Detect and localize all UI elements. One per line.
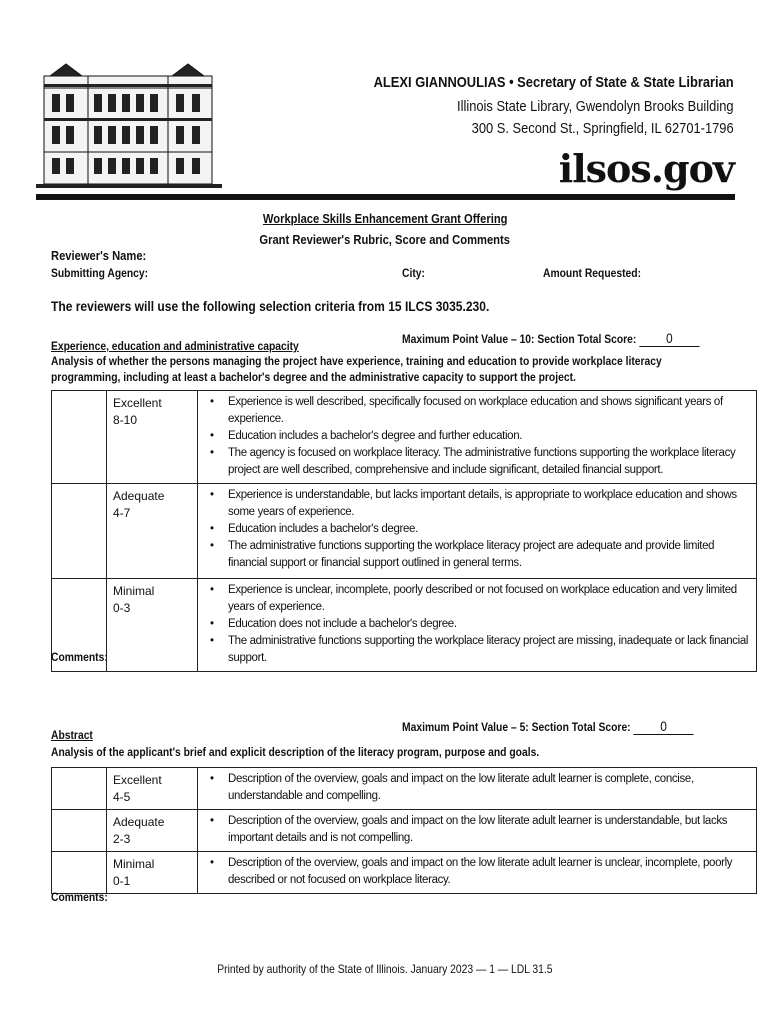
criteria-cell [198,768,757,810]
amount-requested-label: Amount Requested: [543,266,642,280]
form-subtitle: Grant Reviewer's Rubric, Score and Comments [259,232,511,247]
rubric-table-experience [51,390,757,672]
criterion-item: • Experience is understandable, but lacks important details, is appropriate to workplace education and shows some years of experience. [208,487,752,521]
city-label: City: [402,266,425,280]
rating-cell: Excellent 8-10 [107,391,198,484]
section-description-abstract: Analysis of the applicant's brief and explicit description of the literacy program, purpose and goals. [51,745,540,759]
header-rule [36,194,735,200]
rubric-row [52,484,757,579]
section-score-abstract: Maximum Point Value – 5: Section Total Score: 0 [402,718,741,735]
rubric-row [52,579,757,672]
rubric-table-abstract [51,767,757,894]
section-score-experience: Maximum Point Value – 10: Section Total Score: 0 [402,330,748,347]
criteria-cell [198,579,757,672]
criteria-intro: The reviewers will use the following selection criteria from 15 ILCS 3035.230. [51,298,490,314]
rating-cell: Minimal 0-1 [107,852,198,894]
rating-cell: Adequate 4-7 [107,484,198,579]
rubric-row [52,391,757,484]
reviewer-name-label: Reviewer's Name: [51,248,147,263]
criterion-item: • Experience is unclear, incomplete, poorly described or not focused on workplace education and very limited years of experience. [208,582,752,616]
site-logo: ilsos.gov [558,146,734,191]
section-description-experience: Analysis of whether the persons managing the project have experience, training and education to provide workplace literacy programming, including at least a bachelor's degree and the administrative capacity to support the project. [51,354,662,384]
criterion-item: • Description of the overview, goals and impact on the low literate adult learner is unclear, incomplete, poorly described or not focused on workplace literacy. [208,855,752,889]
criterion-item: • Experience is well described, specifically focused on workplace education and shows significant years of experience. [208,394,752,428]
rating-cell: Minimal 0-3 [107,579,198,672]
rating-cell: Adequate 2-3 [107,810,198,852]
score-cell[interactable] [52,484,107,579]
score-cell[interactable] [52,852,107,894]
criterion-item: • Description of the overview, goals and impact on the low literate adult learner is understandable, but lacks important details and is not compelling. [208,813,752,847]
rubric-row [52,810,757,852]
official-name: ALEXI GIANNOULIAS • Secretary of State & State Librarian [373,74,734,91]
criterion-item: • Education does not include a bachelor's degree. [208,616,752,633]
criteria-cell [198,484,757,579]
criterion-item: • The agency is focused on workplace literacy. The administrative functions supporting the workplace literacy project are well described, comprehensive and include significant, detailed financial support. [208,445,752,479]
library-building-logo [36,60,222,192]
rubric-row [52,768,757,810]
program-title: Workplace Skills Enhancement Grant Offering [262,211,508,226]
rubric-row [52,852,757,894]
criterion-item: • Description of the overview, goals and impact on the low literate adult learner is complete, concise, understandable and compelling. [208,771,752,805]
library-address: 300 S. Second St., Springfield, IL 62701-1796 [471,120,734,137]
submitting-agency-label: Submitting Agency: [51,266,149,280]
comments-label-experience: Comments: [51,650,108,664]
score-cell[interactable] [52,391,107,484]
library-name: Illinois State Library, Gwendolyn Brooks Building [457,98,734,115]
footer-text: Printed by authority of the State of Illinois. January 2023 — 1 — LDL 31.5 [217,962,553,976]
section-title-abstract: Abstract [51,728,93,742]
score-cell[interactable] [52,768,107,810]
rating-cell: Excellent 4-5 [107,768,198,810]
section-total-score[interactable]: 0 [639,330,699,347]
criterion-item: • The administrative functions supporting the workplace literacy project are missing, inadequate or lack financial support. [208,633,752,667]
criteria-cell [198,391,757,484]
criterion-item: • The administrative functions supporting the workplace literacy project are adequate and provide limited financial support or financial support outlined in general terms. [208,538,752,572]
score-cell[interactable] [52,810,107,852]
section-title-experience: Experience, education and administrative capacity [51,339,299,353]
section-total-score[interactable]: 0 [634,718,694,735]
criterion-item: • Education includes a bachelor's degree. [208,521,752,538]
building-icon [36,60,222,192]
criteria-cell [198,852,757,894]
criteria-cell [198,810,757,852]
criterion-item: • Education includes a bachelor's degree and further education. [208,428,752,445]
comments-label-abstract: Comments: [51,890,108,904]
